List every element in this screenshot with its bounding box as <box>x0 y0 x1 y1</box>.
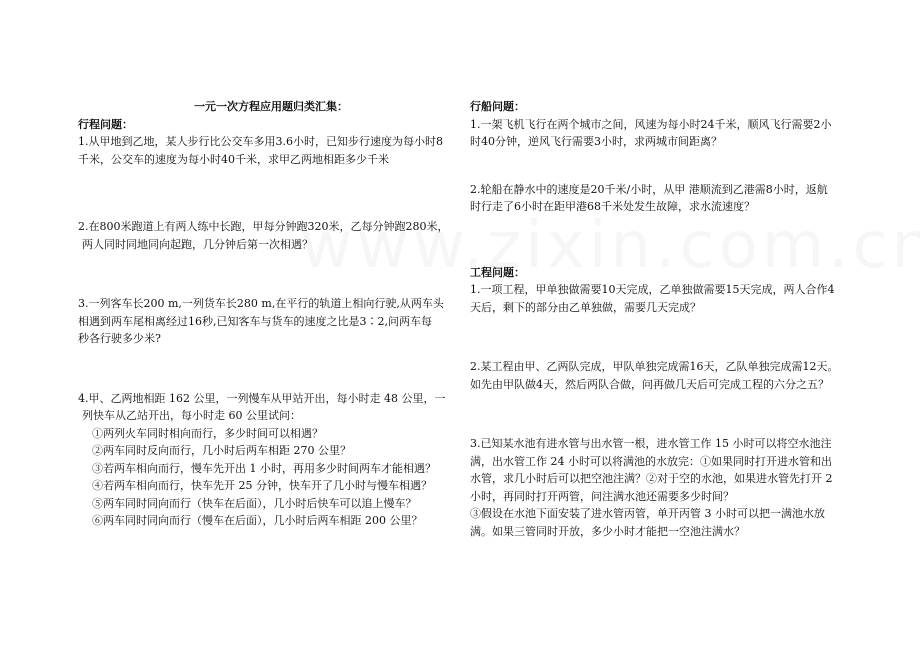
section-heading-work: 工程问题： <box>470 265 525 279</box>
right-column <box>470 98 840 540</box>
question-1: 1.从甲地到乙地，某人步行比公交车多用3.6小时，已知步行速度为每小时8 千米，公交车的速度为每小时40千米，求甲乙两地相距多少千米 <box>78 135 443 166</box>
sub-question: ①两列火车同时相向而行，多少时间可以相遇？ <box>92 426 323 440</box>
sub-question: ④若两车相向而行，快车先开 25 分钟，快车开了几小时与慢车相遇？ <box>92 479 432 492</box>
question-3: 3.一列客车长200 m,一列货车长280 m,在平行的轨道上相向行驶,从两车头 相遇到两车尾相离经过16秒,已知客车与货车的速度之比是3∶2,问两车每 秒各行驶多少米? <box>78 297 444 345</box>
work-question-3: 3.已知某水池有进水管与出水管一根，进水管工作 15 小时可以将空水池注 满，出水管工作 24 小时可以将满池的水放完：①如果同时打开进水管和出 水管，求几小时后可以把空池注满？②对于空的水池，如果进水管先打开 2 小时，再同时打开两管，问注满水池还需要多少时间？ ③假设在水池下面安装了进水管丙管，单开丙管 3 小时可以把一满池水放 满。如果三管同时开放，多少小时才能把一空池注满水？ <box>470 437 833 538</box>
section-heading-travel: 行程问题： <box>78 117 133 131</box>
left-column <box>78 98 454 530</box>
work-question-2: 2.某工程由甲、乙两队完成，甲队单独完成需16天，乙队单独完成需12天。 如先由甲队做4天，然后两队合做，问再做几天后可完成工程的六分之五？ <box>470 360 839 391</box>
question-4: 4.甲、乙两地相距 162 公里，一列慢车从甲站开出，每小时走 48 公里，一 列快车从乙站开出，每小时走 60 公里试问： ①两列火车同时相向而行，多少时间可以相遇？ ②两车同时反向而行，几小时后两车相距 270 公里？ ③若两车相向而行，慢车先开出 1 小时，再用多少时间两车才能相遇？ ④若两车相向而行，快车先开 25 分钟，快车开了几小时与慢车相遇？ ⑤两车同时同向而行（快车在后面），几小时后快车可以追上慢车？ ⑥两车同时同向而行（慢车在后面），几小时后两车相距 200 公里？ <box>78 390 454 530</box>
boat-question-1: 1.一架飞机飞行在两个城市之间，风速为每小时24千米，顺风飞行需要2小 时40分钟，逆风飞行需要3小时，求两城市间距离？ <box>470 117 832 148</box>
section-heading-boat: 行船问题： <box>470 100 525 113</box>
sub-question: ③若两车相向而行，慢车先开出 1 小时，再用多少时间两车才能相遇？ <box>92 461 436 475</box>
sub-question: ⑥两车同时同向而行（慢车在后面），几小时后两车相距 200 公里？ <box>92 514 423 527</box>
sub-question: ⑤两车同时同向而行（快车在后面），几小时后快车可以追上慢车？ <box>92 496 417 510</box>
work-question-1: 1.一项工程，甲单独做需要10天完成，乙单独做需要15天完成，两人合作4 天后，剩下的部分由乙单独做，需要几天完成？ <box>470 283 835 314</box>
sub-question: ②两车同时反向而行，几小时后两车相距 270 公里？ <box>92 444 351 457</box>
boat-question-2: 2.轮船在静水中的速度是20千米/小时，从甲 港顺流到乙港需8小时，返航 时行走了6小时在距甲港68千米处发生故障，求水流速度？ <box>470 182 828 213</box>
question-2: 2.在800米跑道上有两人练中长跑，甲每分钟跑320米，乙每分钟跑280米， 两人同时同地同向起跑，几分钟后第一次相遇？ <box>78 220 449 251</box>
page-title: 一元一次方程应用题归类汇集： <box>194 100 348 113</box>
